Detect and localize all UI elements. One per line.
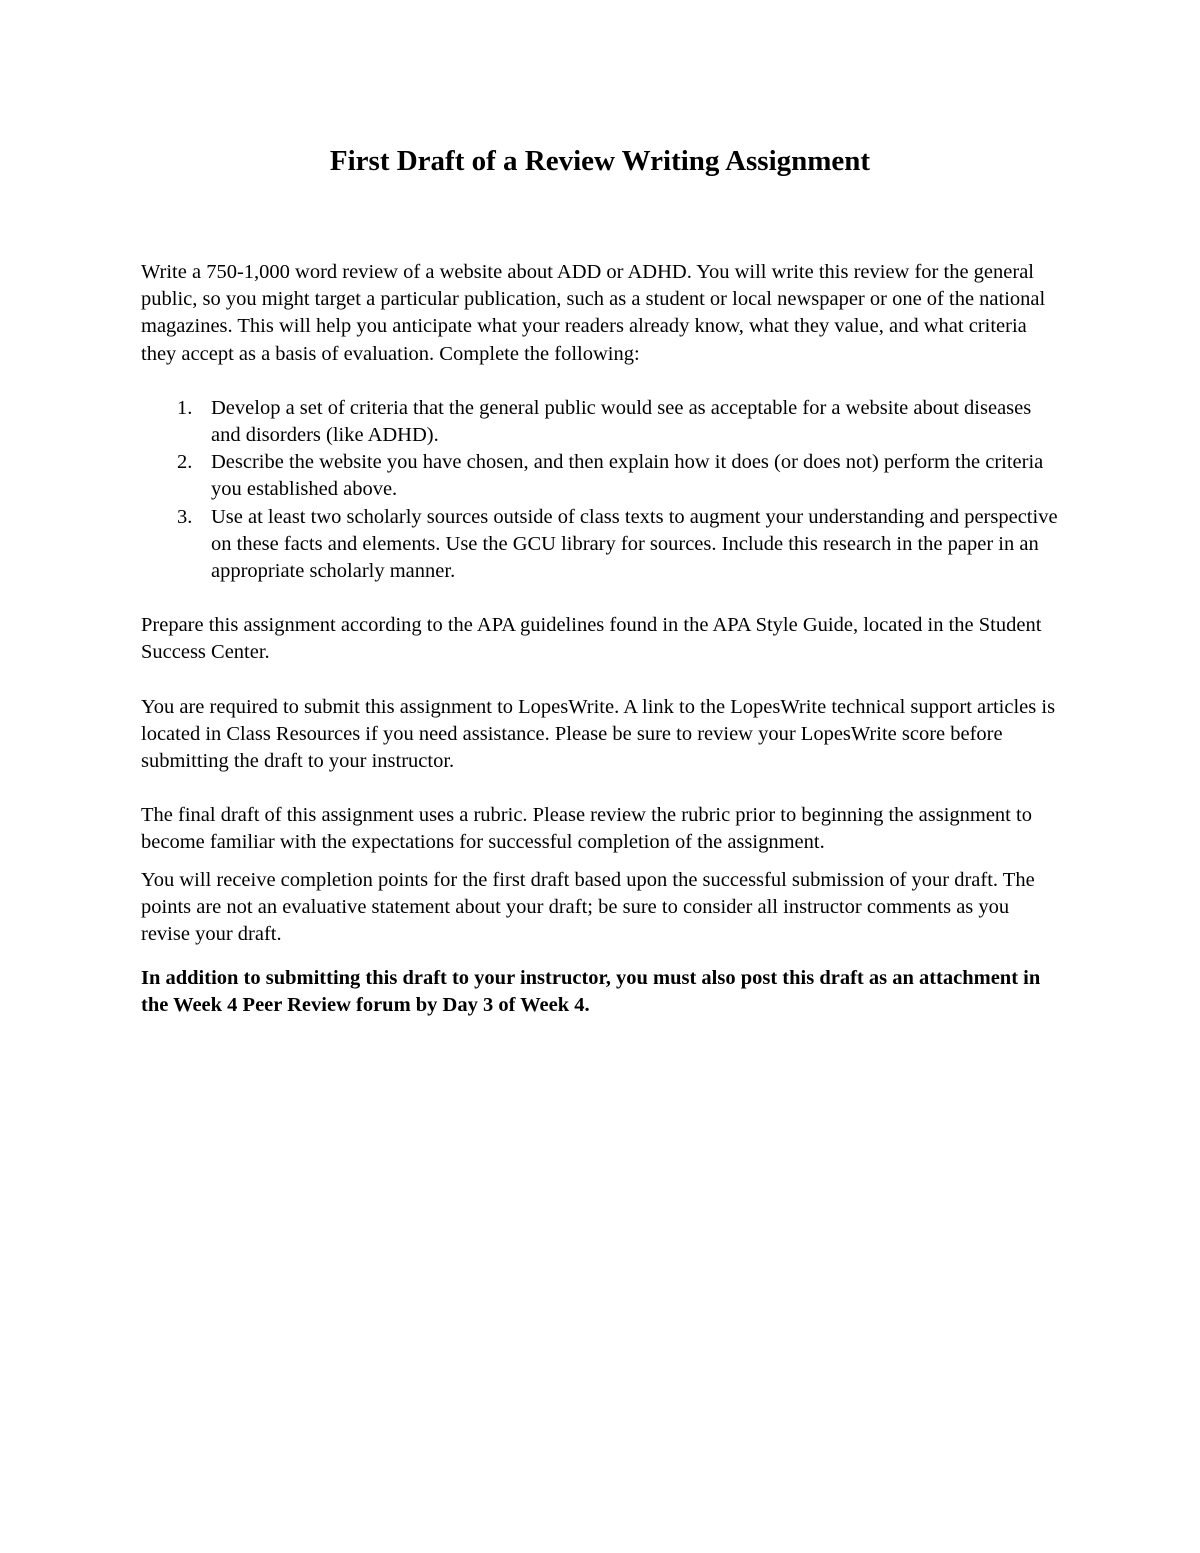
list-item (141, 504, 1061, 586)
list-item-number: 2. (177, 451, 193, 474)
page-title: First Draft of a Review Writing Assignment (329, 145, 871, 177)
list-item-text: Describe the website you have chosen, and then explain how it does (or does not) perform the criteria you established above. (211, 451, 1044, 501)
lopeswrite-paragraph: You are required to submit this assignment to LopesWrite. A link to the LopesWrite technical support articles is located in Class Resources if you need assistance. Please be sure to review your LopesWrite score before submitting the draft to your instructor. (141, 695, 1056, 773)
list-item (141, 449, 1061, 503)
intro-paragraph: Write a 750-1,000 word review of a website about ADD or ADHD. You will write this review for the general public, so you might target a particular publication, such as a student or local newspaper or one of the national magazines. This will help you anticipate what your readers already know, what they value, and what criteria they accept as a basis of evaluation. Complete the following: (141, 261, 1046, 365)
list-item-text: Develop a set of criteria that the general public would see as acceptable for a website about diseases and disorders (like ADHD). (211, 396, 1032, 447)
document-body (141, 259, 1061, 1020)
list-item-number: 1. (177, 396, 193, 419)
list-item-number: 3. (177, 505, 193, 528)
peer-review-notice: In addition to submitting this draft to your instructor, you must also post this draft as an attachment in the Week 4 Peer Review forum by Day 3 of Week 4. (141, 967, 1041, 1017)
requirements-list (141, 395, 1061, 585)
completion-points-paragraph: You will receive completion points for the first draft based upon the successful submission of your draft. The points are not an evaluative statement about your draft; be sure to consider all instructor comments as you revise your draft. (141, 868, 1035, 946)
apa-paragraph: Prepare this assignment according to the APA guidelines found in the APA Style Guide, located in the Student Success Center. (141, 614, 1042, 664)
list-item (141, 395, 1061, 449)
rubric-paragraph: The final draft of this assignment uses a rubric. Please review the rubric prior to beginning the assignment to become familiar with the expectations for successful completion of the assignment. (141, 804, 1032, 854)
list-item-text: Use at least two scholarly sources outside of class texts to augment your understanding and perspective on these facts and elements. Use the GCU library for sources. Include this research in the paper in an appropriate scholarly manner. (211, 505, 1058, 583)
